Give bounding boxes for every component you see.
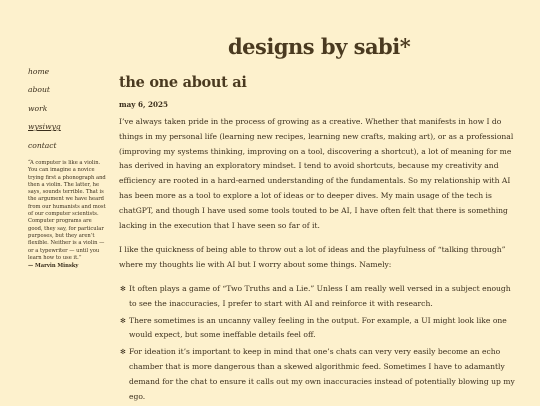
- nav-link-contact[interactable]: contact: [28, 140, 57, 150]
- list-item-text: There sometimes is an uncanny valley feeling in the output. For example, a UI might look like one would expect, but some ineffable details feel off.: [129, 315, 507, 340]
- quote-text: “A computer is like a violin. You can imagine a novice trying first a phonograph and then a violin. The latter, he says, sounds terrible. That is the argument we have heard from our humanists and most of our computer scientists. Computer programs are good, they say, for particular purposes, but they aren’t flexible. Neither is a violin — or a typewriter — until you learn how to use it.”: [28, 159, 106, 261]
- list-item-text: For ideation it’s important to keep in mind that one’s chats can very very easily become an echo chamber that is more dangerous than a skewed algorithmic feed. Sometimes I have to adamantly demand for the chat to ensure it calls out my own inaccuracies instead of potentially blowing up my ego.: [129, 347, 515, 401]
- nav-link-home[interactable]: home: [28, 67, 50, 76]
- list-item-text: It often plays a game of “Two Truths and a Lie.” Unless I am really well versed in a subject enough to see the inaccuracies, I prefer to start with AI and reinforce it with research.: [129, 283, 511, 308]
- asterisk-bullet-icon: ✻: [120, 348, 126, 357]
- asterisk-bullet-icon: ✻: [120, 316, 126, 325]
- sidebar: [28, 68, 108, 270]
- asterisk-bullet-icon: ✻: [120, 284, 126, 293]
- nav-link-work[interactable]: work: [28, 103, 48, 113]
- site-title[interactable]: designs by sabi*: [228, 34, 411, 59]
- post-paragraph: I’ve always taken pride in the process of growing as a creative. Whether that manifests in how I do things in my personal life (learning new recipes, learning new crafts, making art), or as a professional (improving my systems thinking, improving on a tool, discovering a shortcut), a lot of meaning for me has derived in having an exploratory mindset. I tend to avoid shortcuts, because my creativity and efficiency are rooted in a hard-earned understanding of the fundamentals. So my relationship with AI has been more as a tool to explore a lot of ideas or to deeper dives. My main usage of the tech is chatGPT, and though I have used some tools touted to be AI, I have often felt that there is something lacking in the execution that I have seen so far of it.: [119, 117, 514, 230]
- post-paragraph: I like the quickness of being able to throw out a lot of ideas and the playfulness of “talking through” where my thoughts lie with AI but I worry about some things. Namely:: [119, 245, 506, 270]
- list-item: [119, 345, 519, 404]
- list-item: [119, 314, 519, 344]
- post-date: may 6, 2025: [119, 100, 168, 109]
- post-title: the one about ai: [119, 74, 247, 91]
- list-item: [119, 282, 519, 312]
- main-nav: [28, 68, 108, 150]
- post-bullet-list: [119, 282, 519, 404]
- nav-link-wysiwyg[interactable]: wysiwyg: [28, 122, 61, 132]
- nav-link-about[interactable]: about: [28, 85, 50, 95]
- post-content: [119, 74, 519, 406]
- sidebar-quote: [28, 160, 106, 270]
- quote-attribution: — Marvin Minsky: [28, 263, 79, 270]
